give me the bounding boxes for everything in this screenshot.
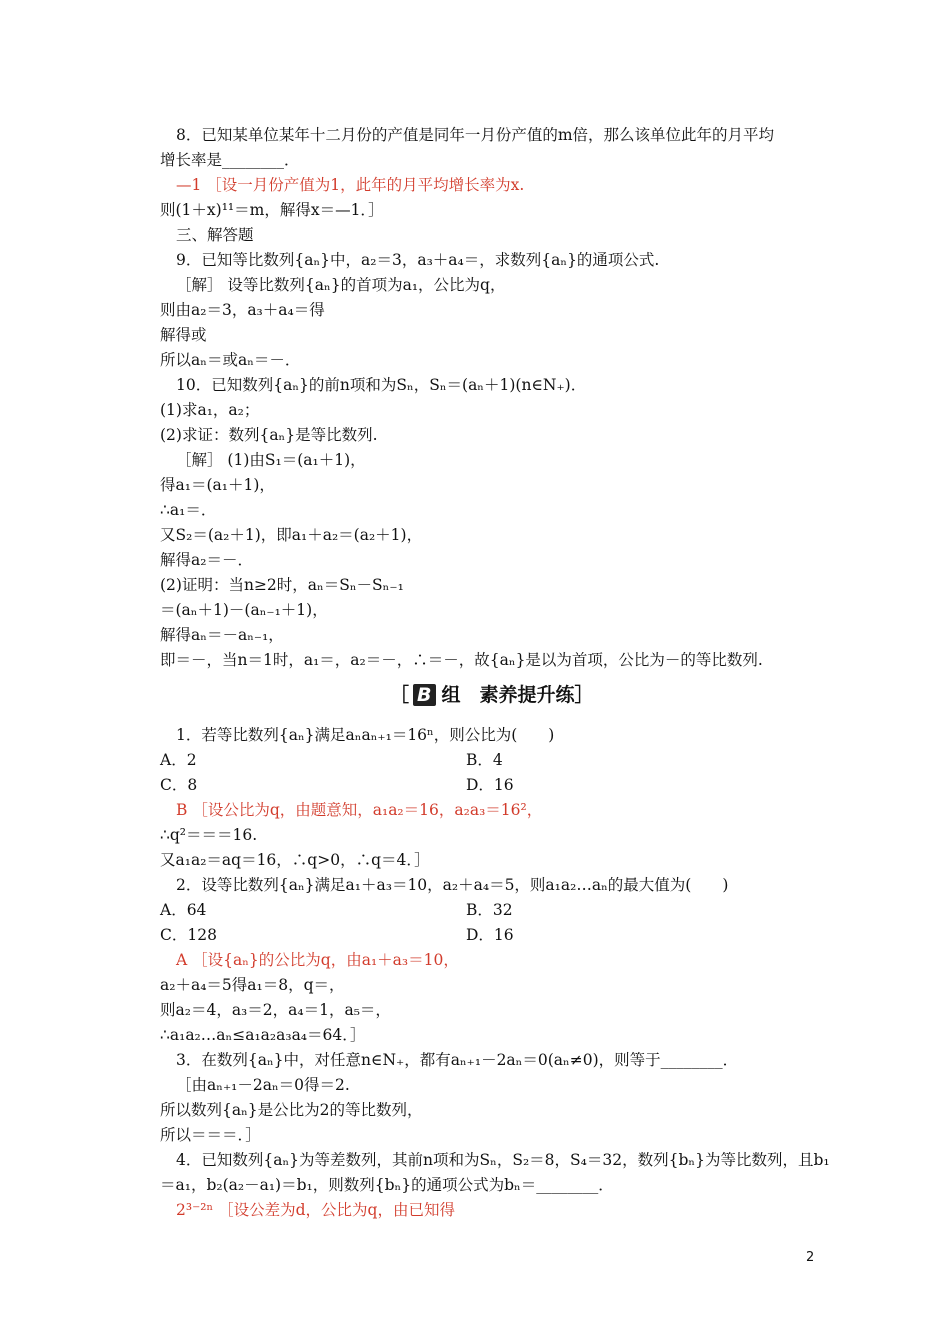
q10-solution-8: 解得aₙ＝－aₙ₋₁，	[160, 626, 284, 644]
b1-solution-3: 又a₁a₂＝aq＝16，∴q>0，∴q＝4．］	[160, 851, 430, 869]
b2-option-d: D．16	[466, 926, 514, 944]
b2-option-b: B．32	[466, 901, 513, 919]
q10-solution-4: 又S₂＝(a₂＋1)，即a₁＋a₂＝(a₂＋1)，	[160, 526, 423, 544]
q8-line2: 增长率是________．	[160, 151, 300, 169]
bracket-close: ］	[574, 684, 594, 706]
b3-text: 3．在数列{aₙ}中，对任意n∈N₊，都有aₙ₊₁－2aₙ＝0(aₙ≠0)，则等于________．	[176, 1051, 739, 1069]
b1-option-a: A．2	[160, 751, 197, 769]
b1-answer: B ［设公比为q，由题意知，a₁a₂＝16，a₂a₃＝16²，	[176, 801, 543, 819]
q10-solution-5: 解得a₂＝－．	[160, 551, 253, 569]
bracket-open: ［	[390, 684, 410, 706]
q10-solution-9: 即＝－，当n＝1时，a₁＝，a₂＝－，∴＝－，故{aₙ}是以为首项，公比为－的等比数列.	[160, 651, 763, 669]
b1-solution-2: ∴q²＝＝＝16.	[160, 826, 258, 844]
q10-solution-7: ＝(aₙ＋1)－(aₙ₋₁＋1)，	[160, 601, 328, 619]
q10-solution-1: ［解］ (1)由S₁＝(a₁＋1)，	[176, 451, 366, 469]
q8-answer: —1 ［设一月份产值为1，此年的月平均增长率为x.	[176, 176, 525, 194]
b1-option-d: D．16	[466, 776, 514, 794]
q9-text: 9．已知等比数列{aₙ}中，a₂＝3，a₃＋a₄＝，求数列{aₙ}的通项公式.	[176, 251, 660, 269]
q9-solution-1: ［解］ 设等比数列{aₙ}的首项为a₁，公比为q，	[176, 276, 506, 294]
q9-solution-4: 所以aₙ＝或aₙ＝－．	[160, 351, 301, 369]
group-title: 组 素养提升练	[441, 684, 575, 706]
q10-solution-3: ∴a₁＝．	[160, 501, 217, 519]
page-number: 2	[806, 1250, 815, 1265]
b1-option-c: C．8	[160, 776, 198, 794]
q10-text: 10．已知数列{aₙ}的前n项和为Sₙ，Sₙ＝(aₙ＋1)(n∈N₊)．	[176, 376, 587, 394]
b4-answer: 2³⁻²ⁿ ［设公差为d，公比为q，由已知得	[176, 1201, 455, 1219]
b2-solution-2: a₂＋a₄＝5得a₁＝8，q＝，	[160, 976, 345, 994]
section-header-b	[390, 680, 594, 707]
q9-solution-2: 则由a₂＝3，a₃＋a₄＝得	[160, 301, 325, 319]
q10-solution-6: (2)证明：当n≥2时，aₙ＝Sₙ－Sₙ₋₁	[160, 576, 404, 594]
group-letter-badge: B	[413, 684, 435, 706]
b2-option-c: C．128	[160, 926, 217, 944]
b3-solution-3: 所以＝＝＝．］	[160, 1126, 261, 1144]
q8-line1: 8．已知某单位某年十二月份的产值是同年一月份产值的m倍，那么该单位此年的月平均	[176, 126, 775, 144]
q9-solution-3: 解得或	[160, 326, 207, 344]
b3-solution-2: 所以数列{aₙ}是公比为2的等比数列，	[160, 1101, 423, 1119]
b2-answer: A ［设{aₙ}的公比为q，由a₁＋a₃＝10，	[176, 951, 459, 969]
q8-solution: 则(1＋x)¹¹＝m，解得x＝—1．］	[160, 201, 384, 219]
b4-text-2: ＝a₁，b₂(a₂－a₁)＝b₁，则数列{bₙ}的通项公式为bₙ＝________．	[160, 1176, 614, 1194]
q10-part2: (2)求证：数列{aₙ}是等比数列.	[160, 426, 378, 444]
b2-option-a: A．64	[160, 901, 207, 919]
b2-solution-3: 则a₂＝4，a₃＝2，a₄＝1，a₅＝，	[160, 1001, 391, 1019]
b1-text: 1．若等比数列{aₙ}满足aₙaₙ₊₁＝16ⁿ，则公比为( )	[176, 726, 555, 744]
section-title: 三、解答题	[176, 226, 254, 244]
b2-solution-4: ∴a₁a₂…aₙ≤a₁a₂a₃a₄＝64．］	[160, 1026, 366, 1044]
b3-solution-1: ［由aₙ₊₁－2aₙ＝0得＝2.	[176, 1076, 350, 1094]
q10-solution-2: 得a₁＝(a₁＋1)，	[160, 476, 275, 494]
b4-text-1: 4．已知数列{aₙ}为等差数列，其前n项和为Sₙ，S₂＝8，S₄＝32，数列{bₙ}为等比数列，且b₁	[176, 1151, 830, 1169]
b1-option-b: B．4	[466, 751, 503, 769]
q10-part1: (1)求a₁，a₂；	[160, 401, 260, 419]
b2-text: 2．设等比数列{aₙ}满足a₁＋a₃＝10，a₂＋a₄＝5，则a₁a₂…aₙ的最大值为( )	[176, 876, 729, 894]
